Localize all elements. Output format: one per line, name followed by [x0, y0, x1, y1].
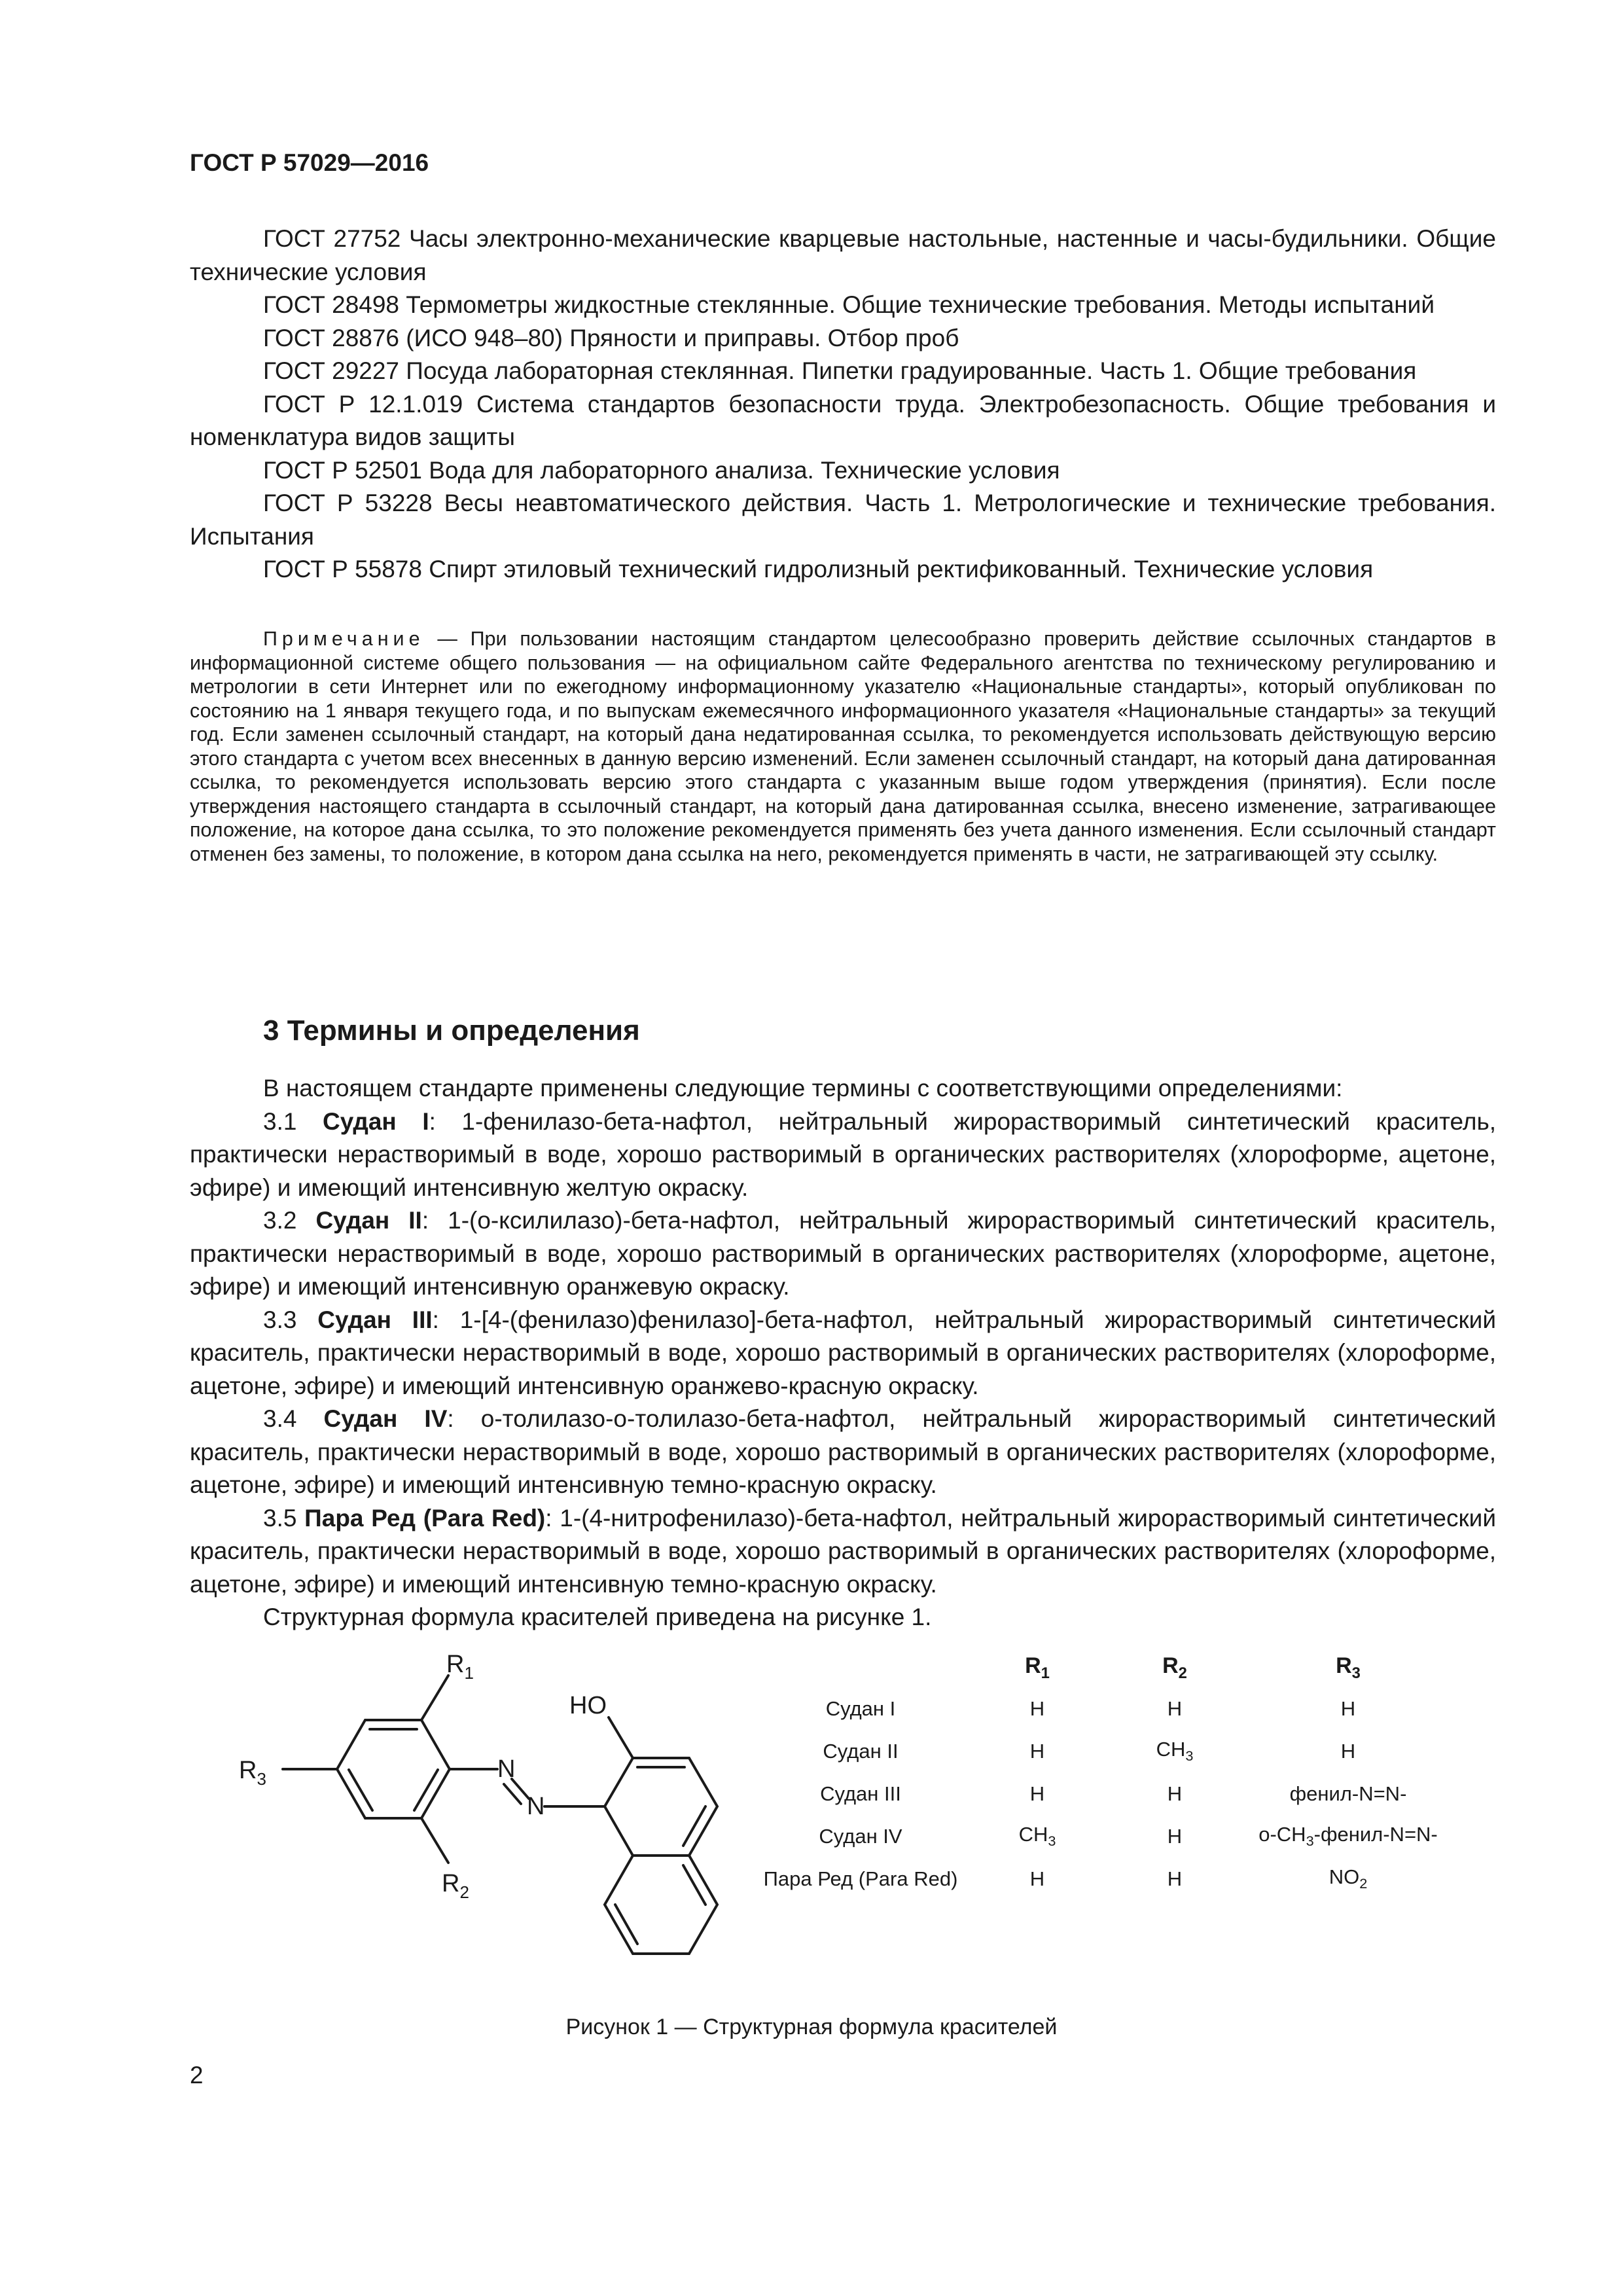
table-row: Судан IV $CH_3$ H $о-CH_3-фенил-N=N-$ — [753, 1815, 1453, 1857]
dye-name: Судан I — [825, 1696, 896, 1720]
table-header-cell: $R_3$ — [1336, 1653, 1361, 1682]
terms-section — [190, 1072, 1496, 1634]
benzene-ring — [337, 1720, 450, 1818]
reference-item: ГОСТ Р 53228 Весы неавтоматического действия. Часть 1. Метрологические и технические требования. Испытания — [190, 490, 1496, 550]
term-3-3: 3.3 Судан III: 1-[4-(фенилазо)фенилазо]-бета-нафтол, нейтральный жирорастворимый синтетический краситель, практически нерастворимый в воде, хорошо растворимый в органических растворителях (хлороформе, ацетоне, эфире) и имеющий интенсивную оранжево-красную окраску. — [190, 1306, 1496, 1399]
figure-caption: Рисунок 1 — Структурная формула красителей — [565, 2015, 1058, 2039]
reference-item: ГОСТ 28876 (ИСО 948–80) Пряности и приправы. Отбор проб — [263, 324, 959, 351]
hydroxyl-label: HO — [569, 1692, 607, 1719]
normative-references — [190, 223, 1496, 586]
structural-formula — [223, 1636, 746, 2003]
term-definition: : 1-(4-нитрофенилазо)-бета-нафтол, нейтральный жирорастворимый синтетический краситель, практически нерастворимый в воде, хорошо растворимый в органических растворителях (хлороформе, ацетоне, эфире) и имеющий интенсивную темно-красную окраску. — [190, 1504, 1496, 1598]
note-block — [190, 627, 1496, 866]
naphthalene-ring-upper — [605, 1758, 717, 1856]
term-definition: : 1-(о-ксилилазо)-бета-нафтол, нейтральный жирорастворимый синтетический краситель, практически нерастворимый в воде, хорошо растворимый в органических растворителях (хлороформе, ацетоне, эфире) и имеющий интенсивную оранжевую окраску. — [190, 1207, 1496, 1300]
page-number: 2 — [190, 2062, 204, 2089]
table-row: Судан III H H фенил-N=N- — [753, 1772, 1453, 1815]
table-header-cell: $R_1$ — [1025, 1653, 1050, 1682]
note-label: Примечание — [263, 628, 425, 650]
term-3-4: 3.4 Судан IV: о-толилазо-о-толилазо-бета-нафтол, нейтральный жирорастворимый синтетический краситель, практически нерастворимый в воде, хорошо растворимый в органических растворителях (хлороформе, ацетоне, эфире) и имеющий интенсивную темно-красную окраску. — [190, 1405, 1497, 1498]
term-definition: : 1-[4-(фенилазо)фенилазо]-бета-нафтол, нейтральный жирорастворимый синтетический краситель, практически нерастворимый в воде, хорошо растворимый в органических растворителях (хлороформе, ацетоне, эфире) и имеющий интенсивную оранжево-красную окраску. — [190, 1306, 1496, 1399]
term-3-1: 3.1 Судан I: 1-фенилазо-бета-нафтол, нейтральный жирорастворимый синтетический краситель, практически нерастворимый в воде, хорошо растворимый в органических растворителях (хлороформе, ацетоне, эфире) и имеющий интенсивную желтую окраску. — [190, 1107, 1496, 1201]
table-row: Судан II H $CH_3$ H — [753, 1730, 1453, 1772]
r1-label: $R_1$ — [446, 1651, 474, 1683]
r3-label: $R_3$ — [239, 1757, 266, 1789]
nitrogen-label-lower: N — [527, 1793, 545, 1820]
dye-name: Пара Ред (Para Red) — [763, 1867, 958, 1890]
reference-item: ГОСТ 28498 Термометры жидкостные стеклянные. Общие технические требования. Методы испытаний — [263, 291, 1435, 318]
reference-item: ГОСТ 27752 Часы электронно-механические кварцевые настольные, настенные и часы-будильники. Общие технические условия — [190, 225, 1496, 285]
table-header-cell: $R_2$ — [1162, 1653, 1187, 1682]
reference-item: ГОСТ 29227 Посуда лабораторная стеклянная. Пипетки градуированные. Часть 1. Общие требования — [263, 357, 1417, 384]
term-definition: : о-толилазо-о-толилазо-бета-нафтол, нейтральный жирорастворимый синтетический краситель, практически нерастворимый в воде, хорошо растворимый в органических растворителях (хлороформе, ацетоне, эфире) и имеющий интенсивную темно-красную окраску. — [190, 1405, 1497, 1498]
table-header-row — [753, 1648, 1453, 1687]
section-title: 3 Термины и определения — [263, 1014, 640, 1047]
reference-item: ГОСТ Р 55878 Спирт этиловый технический гидролизный ректификованный. Технические условия — [263, 556, 1374, 583]
term-3-2: 3.2 Судан II: 1-(о-ксилилазо)-бета-нафтол, нейтральный жирорастворимый синтетический краситель, практически нерастворимый в воде, хорошо растворимый в органических растворителях (хлороформе, ацетоне, эфире) и имеющий интенсивную оранжевую окраску. — [190, 1207, 1496, 1300]
term-name: Судан II — [315, 1207, 422, 1234]
term-name: Судан III — [317, 1306, 433, 1333]
naphthalene-ring-lower — [605, 1856, 717, 1954]
document-header: ГОСТ Р 57029—2016 — [190, 149, 429, 176]
term-name: Пара Ред (Para Red) — [304, 1504, 546, 1532]
reference-item: ГОСТ Р 12.1.019 Система стандартов безопасности труда. Электробезопасность. Общие требования и номенклатура видов защиты — [190, 390, 1496, 450]
dye-name: Судан II — [823, 1739, 899, 1763]
section-intro: В настоящем стандарте применены следующие термины с соответствующими определениями: — [263, 1075, 1343, 1102]
table-header-cell — [753, 1648, 969, 1687]
term-definition: : 1-фенилазо-бета-нафтол, нейтральный жирорастворимый синтетический краситель, практически нерастворимый в воде, хорошо растворимый в органических растворителях (хлороформе, ацетоне, эфире) и имеющий интенсивную желтую окраску. — [190, 1107, 1496, 1201]
nitrogen-label-upper: N — [497, 1755, 516, 1783]
formula-intro: Структурная формула красителей приведена на рисунке 1. — [263, 1604, 932, 1630]
term-3-5: 3.5 Пара Ред (Para Red): 1-(4-нитрофенилазо)-бета-нафтол, нейтральный жирорастворимый синтетический краситель, практически нерастворимый в воде, хорошо растворимый в органических растворителях (хлороформе, ацетоне, эфире) и имеющий интенсивную темно-красную окраску. — [190, 1504, 1496, 1598]
note-text: — При пользовании настоящим стандартом целесообразно проверить действие ссылочных стандартов в информационной системе общего пользования — на официальном сайте Федерального агентства по техническому регулированию и метрологии в сети Интернет или по ежегодному информационному указателю «Национальные стандарты», который опубликован по состоянию на 1 января текущего года, и по выпускам ежемесячного информационного указателя «Национальные стандарты» за текущий год. Если заменен ссылочный стандарт, на который дана недатированная ссылка, то рекомендуется использовать действующую версию этого стандарта с учетом всех внесенных в данную версию изменений. Если заменен ссылочный стандарт, на который дана датированная ссылка, то рекомендуется использовать версию этого стандарта с указанным выше годом утверждения (принятия). Если после утверждения настоящего стандарта в ссылочный стандарт, на который дана датированная ссылка, внесено изменение, затрагивающее положение, на которое дана ссылка, то это положение рекомендуется применять без учета данного изменения. Если ссылочный стандарт отменен без замены, то положение, в котором дана ссылка на него, рекомендуется применять в части, не затрагивающей эту ссылку. — [190, 628, 1496, 865]
dye-name: Судан IV — [819, 1824, 902, 1848]
r2-label: $R_2$ — [442, 1870, 469, 1902]
substituent-table — [753, 1648, 1453, 1900]
table-row: Судан I H H H — [753, 1687, 1453, 1730]
term-name: Судан IV — [323, 1405, 448, 1432]
term-name: Судан I — [322, 1107, 429, 1135]
dye-name: Судан III — [820, 1782, 901, 1805]
table-row: Пара Ред (Para Red) H H $NO_2$ — [753, 1857, 1453, 1900]
reference-item: ГОСТ Р 52501 Вода для лабораторного анализа. Технические условия — [263, 456, 1060, 484]
